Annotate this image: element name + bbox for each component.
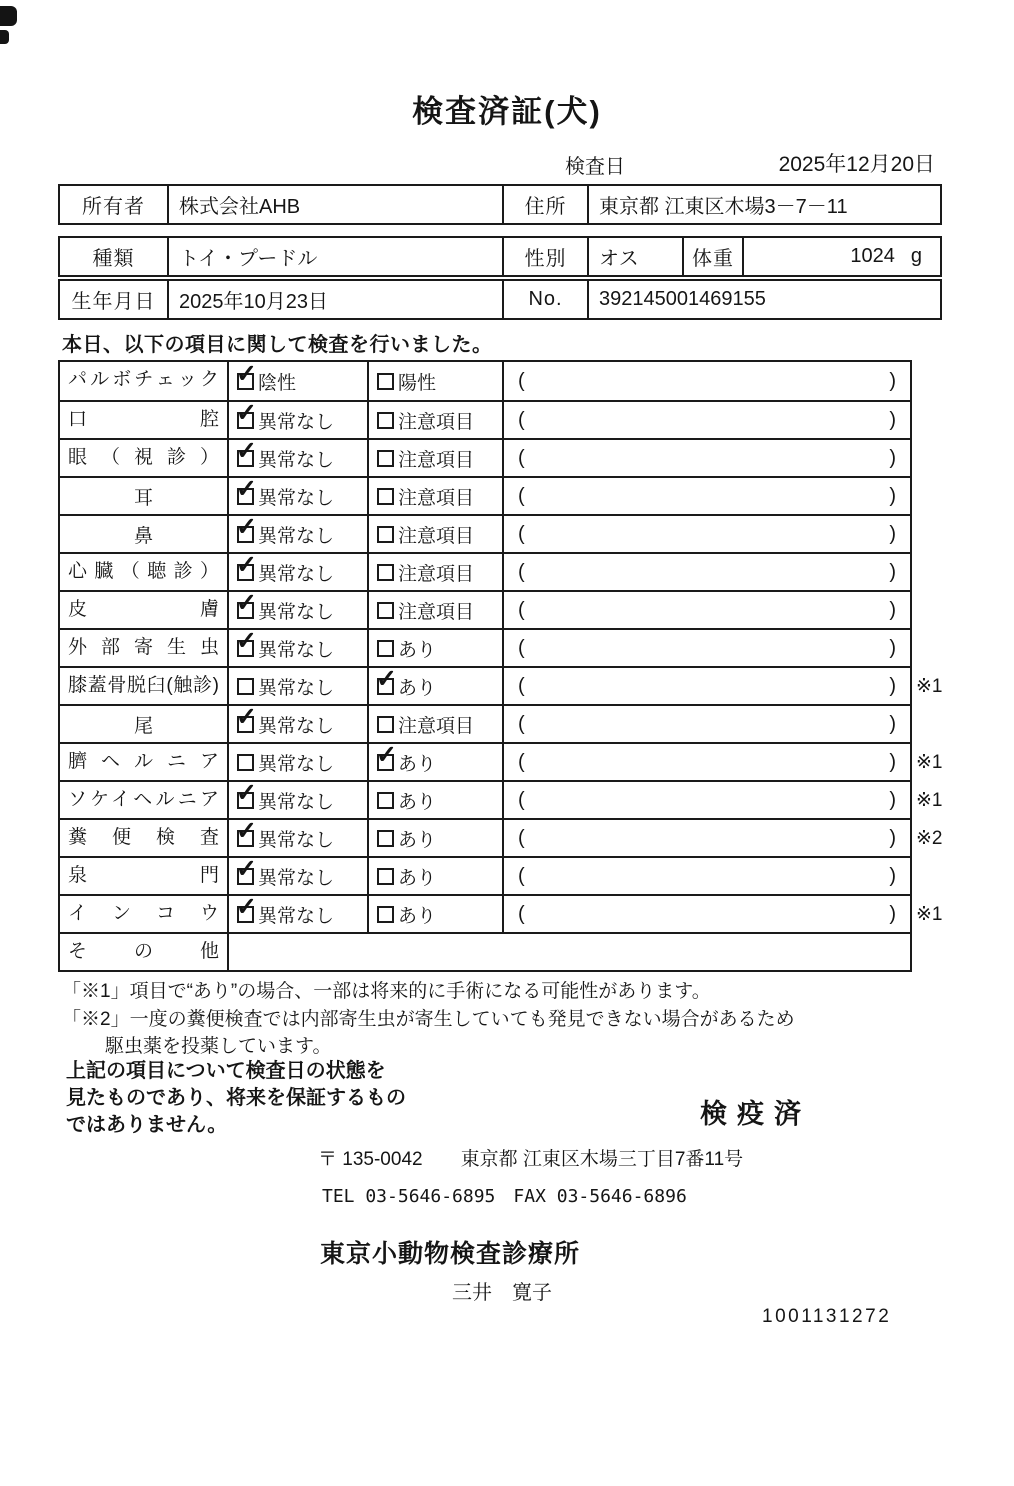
paren-open: ( [518,826,525,849]
paren-close: ) [889,788,896,811]
option-label: 異常なし [258,639,335,661]
checkbox-checked[interactable] [377,754,394,771]
option-label: あり [398,753,437,775]
remarks-cell [502,706,910,742]
sex-value: オス [587,238,682,275]
option-label: 異常なし [258,449,335,471]
checkbox-checked[interactable] [237,792,254,809]
paren-open: ( [518,598,525,621]
birthdate-value: 2025年10月23日 [167,281,502,318]
checkbox-unchecked[interactable] [377,526,394,543]
items-table [58,360,943,972]
owner-name: 株式会社AHB [167,186,502,223]
clinic-tel-line [322,1186,687,1207]
result-option [227,858,367,894]
remarks-cell [502,782,910,818]
disclaimer [66,1058,406,1139]
inspection-row [60,856,910,894]
checkbox-unchecked[interactable] [377,450,394,467]
inspection-date-value: 2025年12月20日 [778,153,935,176]
result-option [227,592,367,628]
paren-open: ( [518,522,525,545]
result-option [367,402,502,438]
inspection-row [60,818,943,856]
paren-open: ( [518,369,525,392]
footnote-marker: ※1 [916,675,943,697]
clinic-fax: FAX 03-5646-6896 [513,1186,687,1207]
serial-number: 1001131272 [762,1306,892,1327]
remarks-cell [502,478,910,514]
disclaimer-line: 見たものであり、将来を保証するもの [66,1087,406,1109]
veterinarian-name: 三井 寛子 [452,1282,552,1304]
inspection-row [60,476,910,514]
option-label: 異常なし [258,601,335,623]
result-option [227,896,367,932]
checkbox-unchecked[interactable] [377,640,394,657]
paren-close: ) [889,864,896,887]
checkbox-unchecked[interactable] [377,488,394,505]
result-option [227,782,367,818]
inspection-item-label: 尾 [133,715,153,737]
inspection-date-label: 検査日 [565,156,625,178]
paren-close: ) [889,750,896,773]
remarks-cell [502,554,910,590]
paren-close: ) [889,674,896,697]
checkbox-checked[interactable] [237,868,254,885]
result-option [227,630,367,666]
result-option [227,668,367,704]
paren-open: ( [518,674,525,697]
paren-close: ) [889,902,896,925]
inspection-row [60,894,943,932]
inspection-row [60,362,910,400]
remarks-cell [502,440,910,476]
result-option [367,744,502,780]
remarks-cell [502,820,910,856]
checkbox-unchecked[interactable] [377,868,394,885]
animal-table-row1 [58,236,942,277]
result-option [367,858,502,894]
result-option [227,362,367,400]
checkbox-checked[interactable] [237,526,254,543]
checkbox-checked[interactable] [237,640,254,657]
inspection-item-label: 皮膚 [68,599,219,620]
result-option [367,706,502,742]
paren-close: ) [889,446,896,469]
disclaimer-line: ではありません。 [66,1114,228,1136]
option-label: 注意項目 [398,449,475,471]
inspection-row [60,552,910,590]
checkbox-checked[interactable] [237,716,254,733]
checkbox-checked[interactable] [237,564,254,581]
breed-label: 種類 [92,248,135,270]
weight-cell [742,238,940,275]
inspection-item-label: 外部寄生虫 [68,637,219,658]
option-label: 注意項目 [398,411,475,433]
option-label: あり [398,905,437,927]
paren-open: ( [518,446,525,469]
result-option [367,668,502,704]
inspection-item-label: 糞便検査 [68,827,219,848]
footnote-2-line1: 「※2」一度の糞便検査では内部寄生虫が寄生していても発見できない場合があるため [62,1009,795,1030]
option-label: 注意項目 [398,487,475,509]
number-value: 392145001469155 [587,281,940,318]
inspection-item-label: 心臓（聴診） [68,561,219,582]
paren-close: ) [889,408,896,431]
footnote-marker: ※1 [916,751,943,773]
checkbox-checked[interactable] [237,906,254,923]
inspection-item-label: 鼻 [133,525,153,547]
clinic-address: 東京都 江東区木場三丁目7番11号 [460,1149,744,1170]
paren-close: ) [889,522,896,545]
paren-open: ( [518,636,525,659]
option-label: 異常なし [258,867,335,889]
result-option [367,440,502,476]
result-option [227,744,367,780]
checkbox-unchecked[interactable] [377,373,394,390]
remarks-cell [502,896,910,932]
inspection-row [60,932,910,970]
result-option [227,478,367,514]
checkbox-unchecked[interactable] [377,602,394,619]
inspection-item-label: 泉門 [68,865,219,886]
checkbox-unchecked[interactable] [377,792,394,809]
paren-open: ( [518,902,525,925]
checkbox-checked[interactable] [237,412,254,429]
option-label: 異常なし [258,487,335,509]
remarks-cell [502,858,910,894]
disclaimer-line: 上記の項目について検査日の状態を [66,1060,386,1082]
scan-artifact [0,6,17,26]
quarantine-stamp: 検疫済 [700,1099,811,1129]
inspection-row [60,742,943,780]
paren-close: ) [889,598,896,621]
birthdate-label: 生年月日 [71,291,156,313]
result-option [367,478,502,514]
inspection-row [60,590,910,628]
option-label: 陰性 [258,372,297,394]
option-label: 注意項目 [398,601,475,623]
result-option [227,706,367,742]
result-option [367,782,502,818]
result-option [367,362,502,400]
breed-value: トイ・プードル [167,238,502,275]
option-label: 異常なし [258,829,335,851]
footnote-marker: ※1 [916,789,943,811]
inspection-item-label: パルボチェック [68,369,219,390]
paren-open: ( [518,484,525,507]
clinic-name: 東京小動物検査診療所 [320,1240,581,1268]
checkbox-checked[interactable] [237,373,254,390]
paren-close: ) [889,369,896,392]
inspection-item-label: 口腔 [68,409,219,430]
inspection-item-label: 臍ヘルニア [68,751,219,772]
inspection-row [60,514,910,552]
option-label: あり [398,677,437,699]
paren-close: ) [889,712,896,735]
option-label: 異常なし [258,753,335,775]
weight-unit: g [910,245,922,267]
address-label: 住所 [502,186,587,223]
checkbox-checked[interactable] [237,830,254,847]
result-option [227,402,367,438]
owner-table [58,184,942,225]
option-label: あり [398,639,437,661]
option-label: あり [398,829,437,851]
inspection-item-label: 眼（視診） [68,447,219,468]
footnote-2-line2: 駆虫薬を投薬しています。 [105,1036,332,1057]
option-label: 異常なし [258,715,335,737]
owner-label: 所有者 [82,196,145,218]
paren-close: ) [889,484,896,507]
result-option [367,896,502,932]
option-label: 異常なし [258,525,335,547]
option-label: 異常なし [258,905,335,927]
paren-close: ) [889,826,896,849]
document-title: 検査済証(犬) [412,94,602,129]
option-label: 異常なし [258,791,335,813]
result-option [367,554,502,590]
option-label: あり [398,867,437,889]
weight-label: 体重 [682,238,742,275]
intro-text: 本日、以下の項目に関して検査を行いました。 [62,334,493,356]
sex-label: 性別 [502,238,587,275]
checkbox-checked[interactable] [377,678,394,695]
result-option [227,516,367,552]
checkbox-unchecked[interactable] [377,906,394,923]
checkbox-unchecked[interactable] [377,716,394,733]
checkbox-checked[interactable] [237,602,254,619]
remarks-cell [502,362,910,400]
result-option [367,516,502,552]
paren-open: ( [518,750,525,773]
paren-open: ( [518,712,525,735]
paren-close: ) [889,560,896,583]
checkbox-unchecked[interactable] [377,412,394,429]
footnote-marker: ※2 [916,827,943,849]
clinic-zip: 〒 135-0042 [318,1149,423,1170]
option-label: 異常なし [258,677,335,699]
result-option [227,554,367,590]
checkbox-unchecked[interactable] [237,754,254,771]
clinic-address-line [318,1144,743,1171]
checkbox-unchecked[interactable] [237,678,254,695]
result-option [227,440,367,476]
inspection-row [60,400,910,438]
remarks-cell [502,402,910,438]
option-label: 注意項目 [398,563,475,585]
remarks-cell [502,592,910,628]
scan-artifact [0,30,9,44]
footnote-1: 「※1」項目で“あり”の場合、一部は将来的に手術になる可能性があります。 [62,981,711,1002]
checkbox-checked[interactable] [237,450,254,467]
inspection-item-label: インコウ [68,903,219,924]
remarks-cell [502,630,910,666]
result-option [367,592,502,628]
remarks-cell [502,516,910,552]
empty-cell [227,934,910,970]
option-label: 陽性 [398,372,437,394]
result-option [367,820,502,856]
remarks-cell [502,668,910,704]
option-label: 異常なし [258,563,335,585]
inspection-item-label: その他 [68,941,219,962]
checkbox-unchecked[interactable] [377,564,394,581]
number-label: No. [502,281,587,318]
inspection-row [60,438,910,476]
inspection-row [60,704,910,742]
paren-open: ( [518,408,525,431]
inspection-row [60,628,910,666]
weight-number: 1024 [850,245,895,267]
clinic-tel: TEL 03-5646-6895 [322,1186,496,1207]
footnote-marker: ※1 [916,903,943,925]
paren-open: ( [518,788,525,811]
option-label: あり [398,791,437,813]
inspection-item-label: 膝蓋骨脱臼(触診) [68,675,219,696]
option-label: 注意項目 [398,525,475,547]
result-option [227,820,367,856]
option-label: 異常なし [258,411,335,433]
paren-close: ) [889,636,896,659]
result-option [367,630,502,666]
inspection-item-label: 耳 [133,487,153,509]
inspection-item-label: ソケイヘルニア [68,789,219,810]
owner-address: 東京都 江東区木場3－7－11 [587,186,940,223]
paren-open: ( [518,864,525,887]
remarks-cell [502,744,910,780]
inspection-row [60,780,943,818]
inspection-row [60,666,943,704]
paren-open: ( [518,560,525,583]
animal-table-row2 [58,279,942,320]
checkbox-checked[interactable] [237,488,254,505]
option-label: 注意項目 [398,715,475,737]
checkbox-unchecked[interactable] [377,830,394,847]
